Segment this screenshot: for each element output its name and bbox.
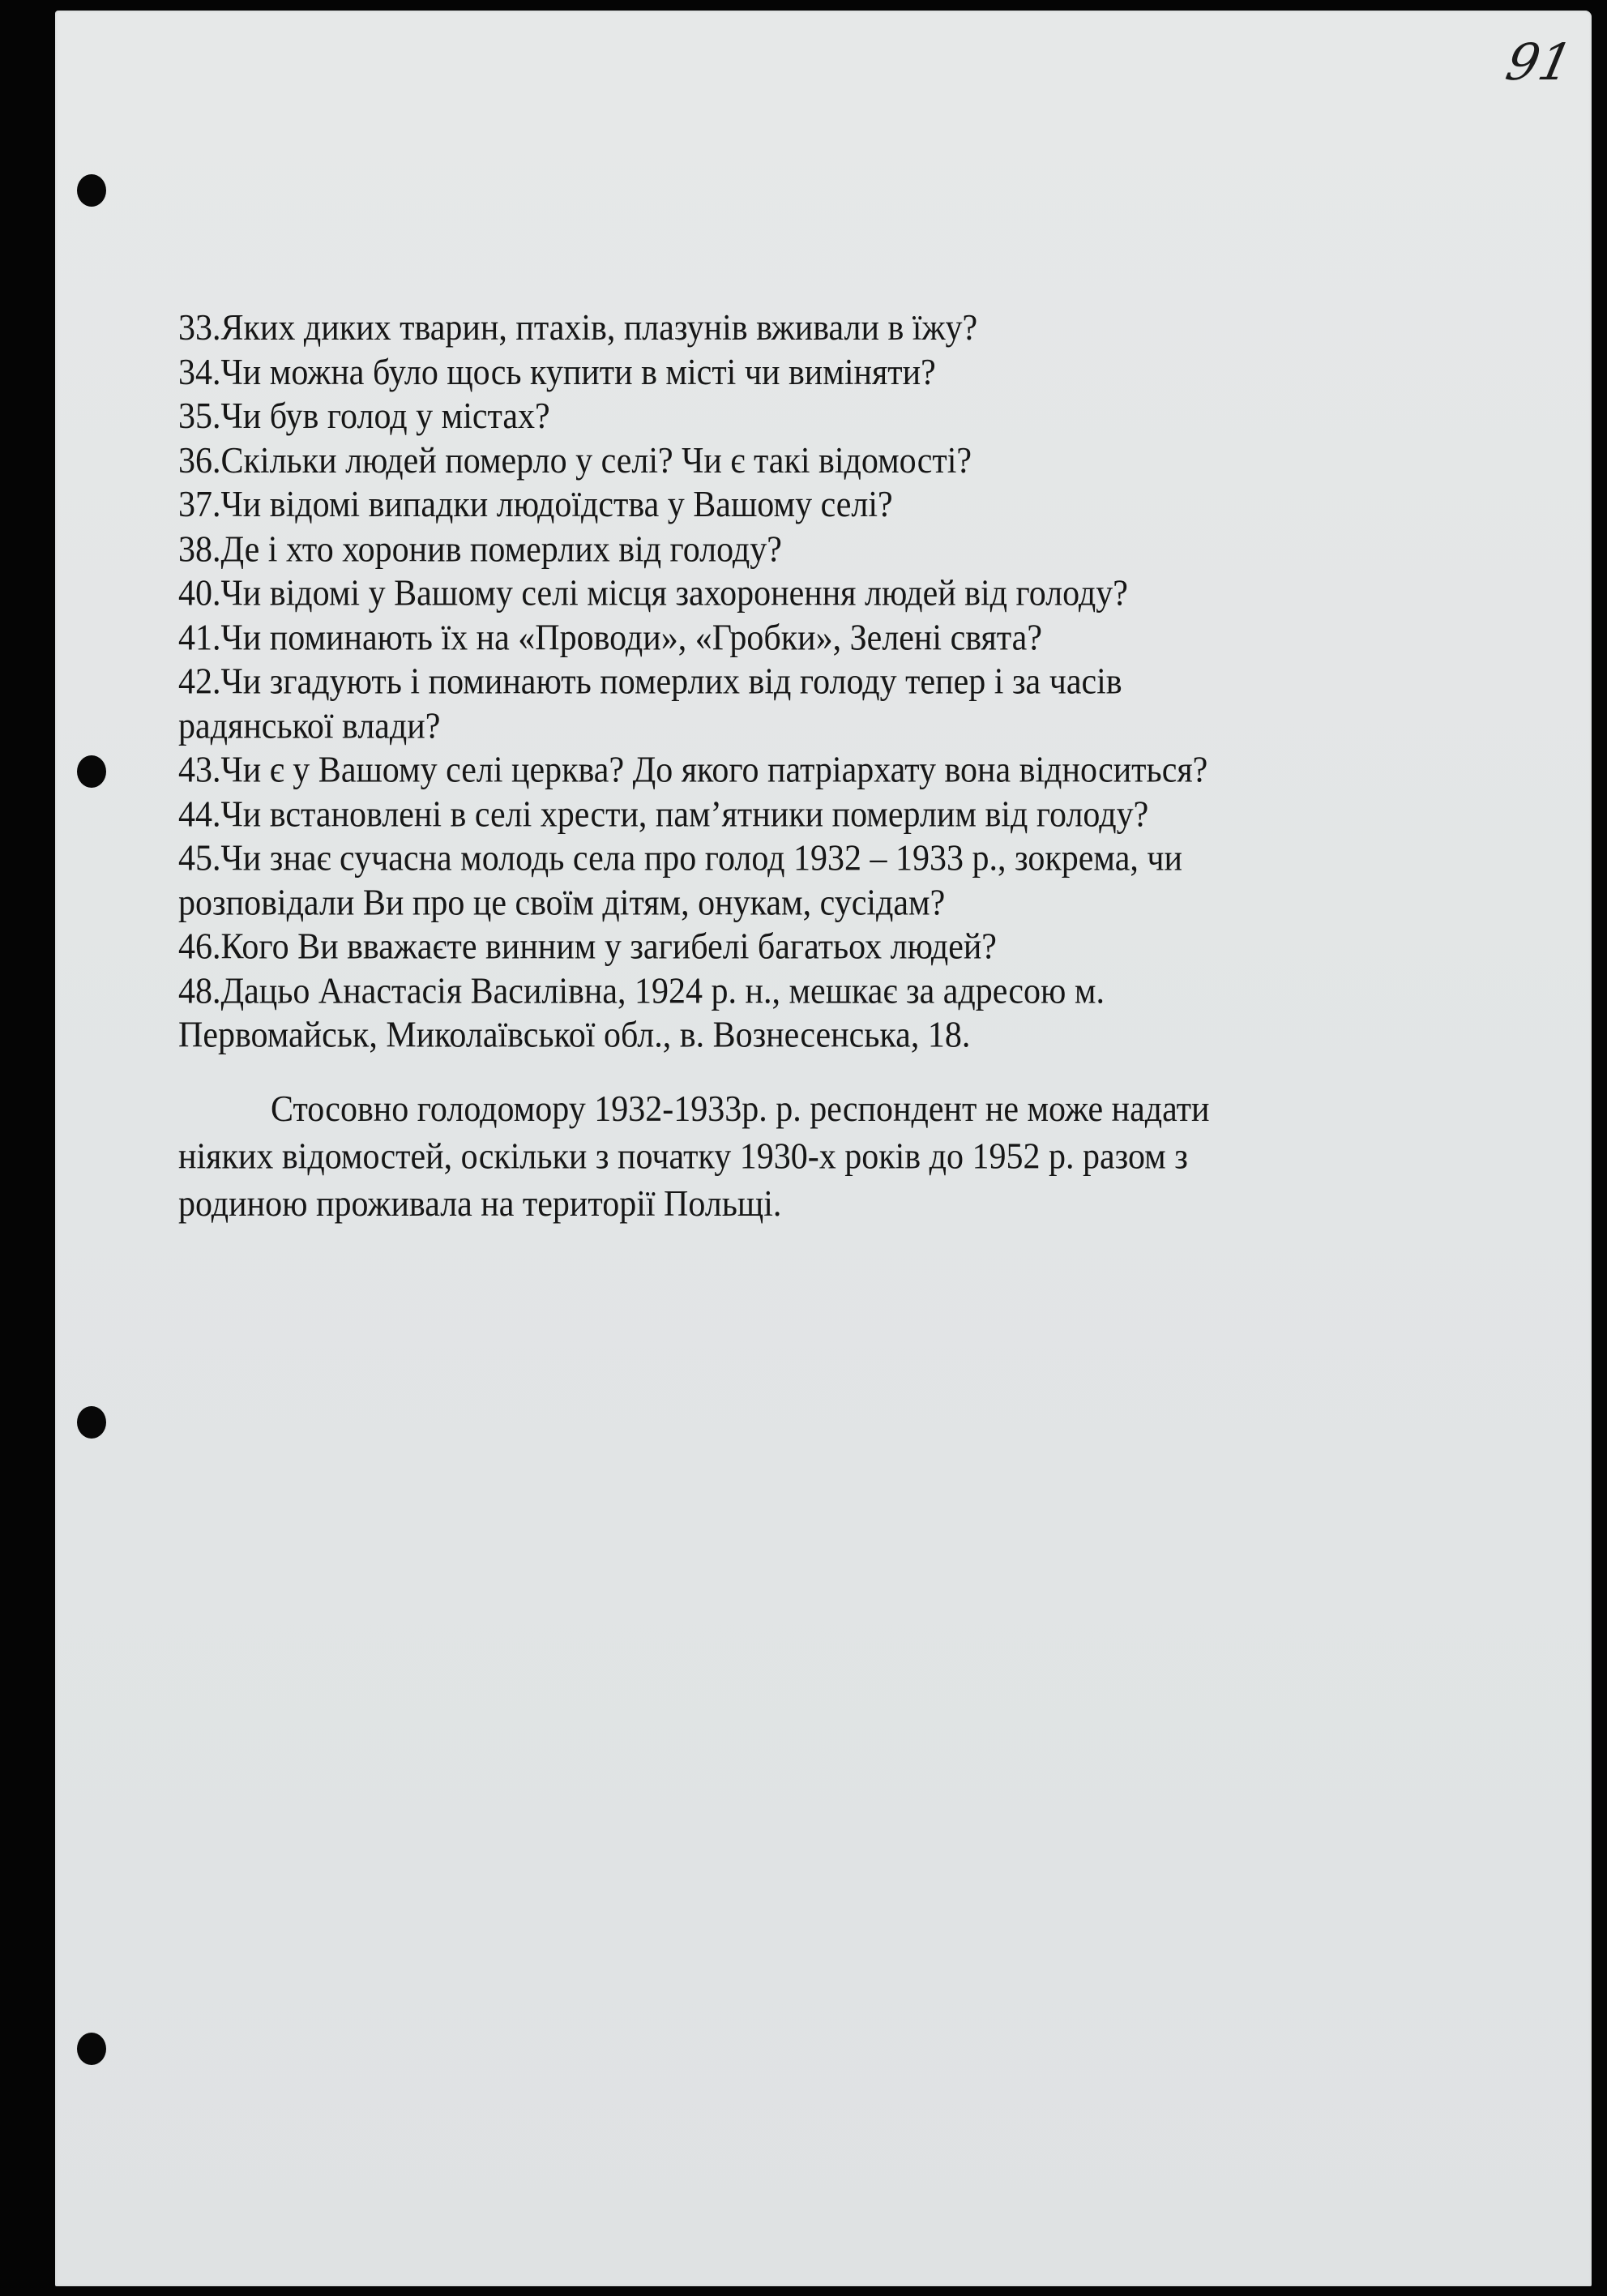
text-line: 40.Чи відомі у Вашому селі місця захоронення людей від голоду? <box>178 573 1128 614</box>
text-line: 41.Чи поминають їх на «Проводи», «Гробки», Зелені свята? <box>178 617 1042 658</box>
punch-hole <box>77 755 106 788</box>
question-list <box>178 306 1207 1058</box>
text-line: Первомайськ, Миколаївської обл., в. Вознесенська, 18. <box>178 1015 971 1056</box>
handwritten-page-number: 91 <box>1501 32 1578 92</box>
text-line: розповідали Ви про це своїм дітям, онукам, сусідам? <box>178 883 946 923</box>
text-line: Стосовно голодомору 1932-1933р. р. респондент не може надати <box>271 1089 1210 1130</box>
text-line: родиною проживала на території Польщі. <box>178 1183 782 1225</box>
text-line: 35.Чи був голод у містах? <box>178 396 550 437</box>
text-line: 42.Чи згадують і поминають померлих від голоду тепер і за часів <box>178 661 1122 703</box>
punch-hole <box>77 2033 106 2065</box>
text-line: 33.Яких диких тварин, птахів, плазунів вживали в їжу? <box>178 308 978 348</box>
text-line: 46.Кого Ви вважаєте винним у загибелі багатьох людей? <box>178 926 997 968</box>
text-line: радянської влади? <box>178 706 441 746</box>
text-line: 38.Де і хто хоронив померлих від голоду? <box>178 528 782 570</box>
text-line: 45.Чи знає сучасна молодь села про голод 1932 – 1933 р., зокрема, чи <box>178 838 1182 879</box>
text-line: 34.Чи можна було щось купити в місті чи виміняти? <box>178 352 936 393</box>
text-line: 44.Чи встановлені в селі хрести, пам’ятники померлим від голоду? <box>178 794 1149 835</box>
text-line: ніяких відомостей, оскільки з початку 1930-х років до 1952 р. разом з <box>178 1136 1188 1178</box>
text-line: 48.Дацьо Анастасія Василівна, 1924 р. н., мешкає за адресою м. <box>178 971 1105 1011</box>
text-line: 37.Чи відомі випадки людоїдства у Вашому селі? <box>178 485 893 525</box>
text-line: 36.Скільки людей померло у селі? Чи є такі відомості? <box>178 440 972 481</box>
respondent-note <box>178 1086 1209 1228</box>
punch-hole <box>77 1406 106 1439</box>
text-line: 43.Чи є у Вашому селі церква? До якого патріархату вона відноситься? <box>178 750 1208 791</box>
punch-hole <box>77 174 106 207</box>
